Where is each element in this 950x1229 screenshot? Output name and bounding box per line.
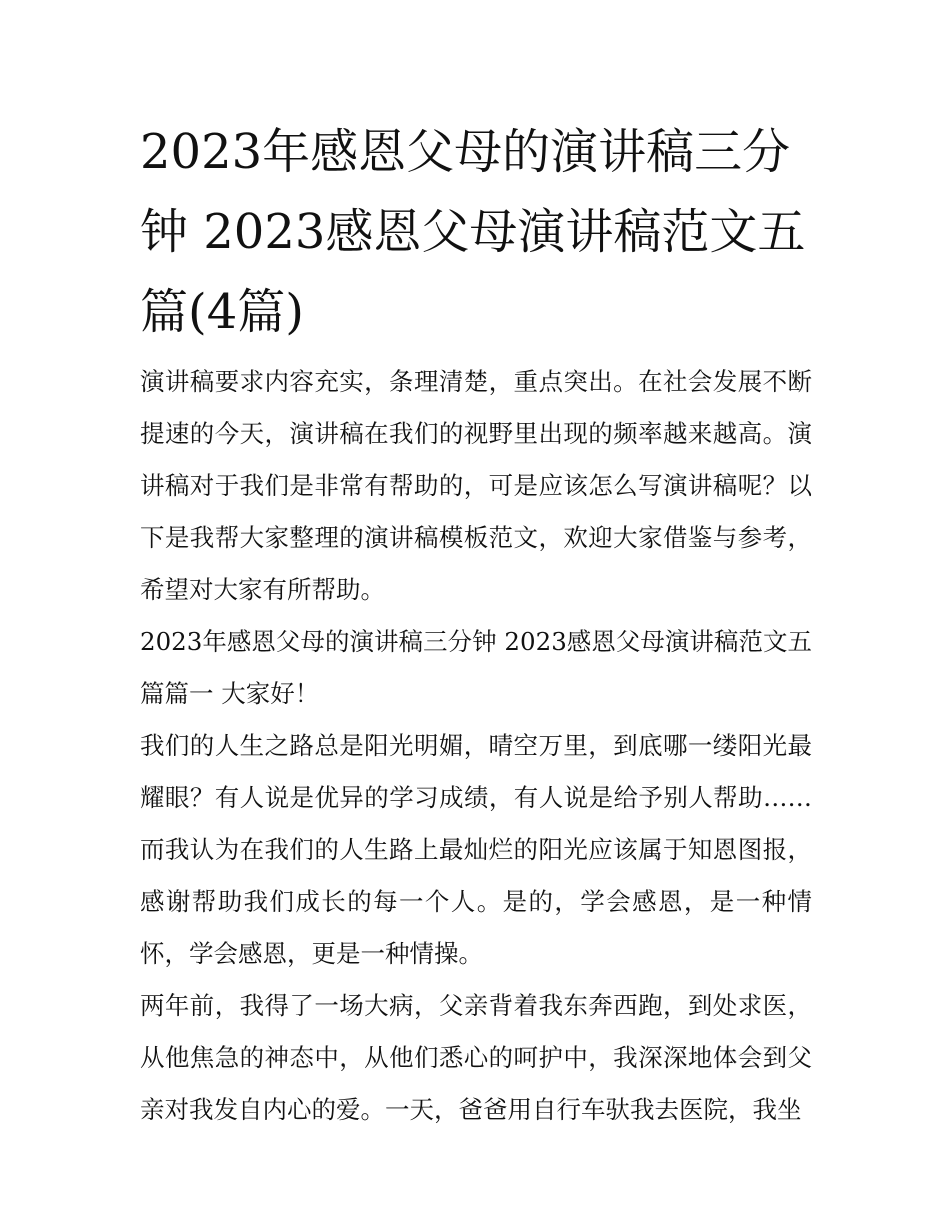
document-page (140, 112, 812, 1136)
paragraph-heading-line: 2023年感恩父母的演讲稿三分钟 2023感恩父母演讲稿范文五篇篇一 大家好！ (140, 627, 812, 708)
paragraph-intro: 演讲稿要求内容充实，条理清楚，重点突出。在社会发展不断提速的今天，演讲稿在我们的视野里出现的频率越来越高。演讲稿对于我们是非常有帮助的，可是应该怎么写演讲稿呢？以下是我帮大家整理的演讲稿模板范文，欢迎大家借鉴与参考，希望对大家有所帮助。 (140, 367, 812, 604)
paragraph-body-1: 我们的人生之路总是阳光明媚，晴空万里，到底哪一缕阳光最耀眼？有人说是优异的学习成绩，有人说是给予别人帮助……而我认为在我们的人生路上最灿烂的阳光应该属于知恩图报，感谢帮助我们成长的每一个人。是的，学会感恩，是一种情怀，学会感恩，更是一种情操。 (140, 731, 812, 968)
paragraph-body-2: 两年前，我得了一场大病，父亲背着我东奔西跑，到处求医，从他焦急的神态中，从他们悉心的呵护中，我深深地体会到父亲对我发自内心的爱。一天，爸爸用自行车驮我去医院，我坐 (140, 991, 812, 1124)
document-title: 2023年感恩父母的演讲稿三分钟 2023感恩父母演讲稿范文五篇(4篇) (140, 124, 806, 340)
